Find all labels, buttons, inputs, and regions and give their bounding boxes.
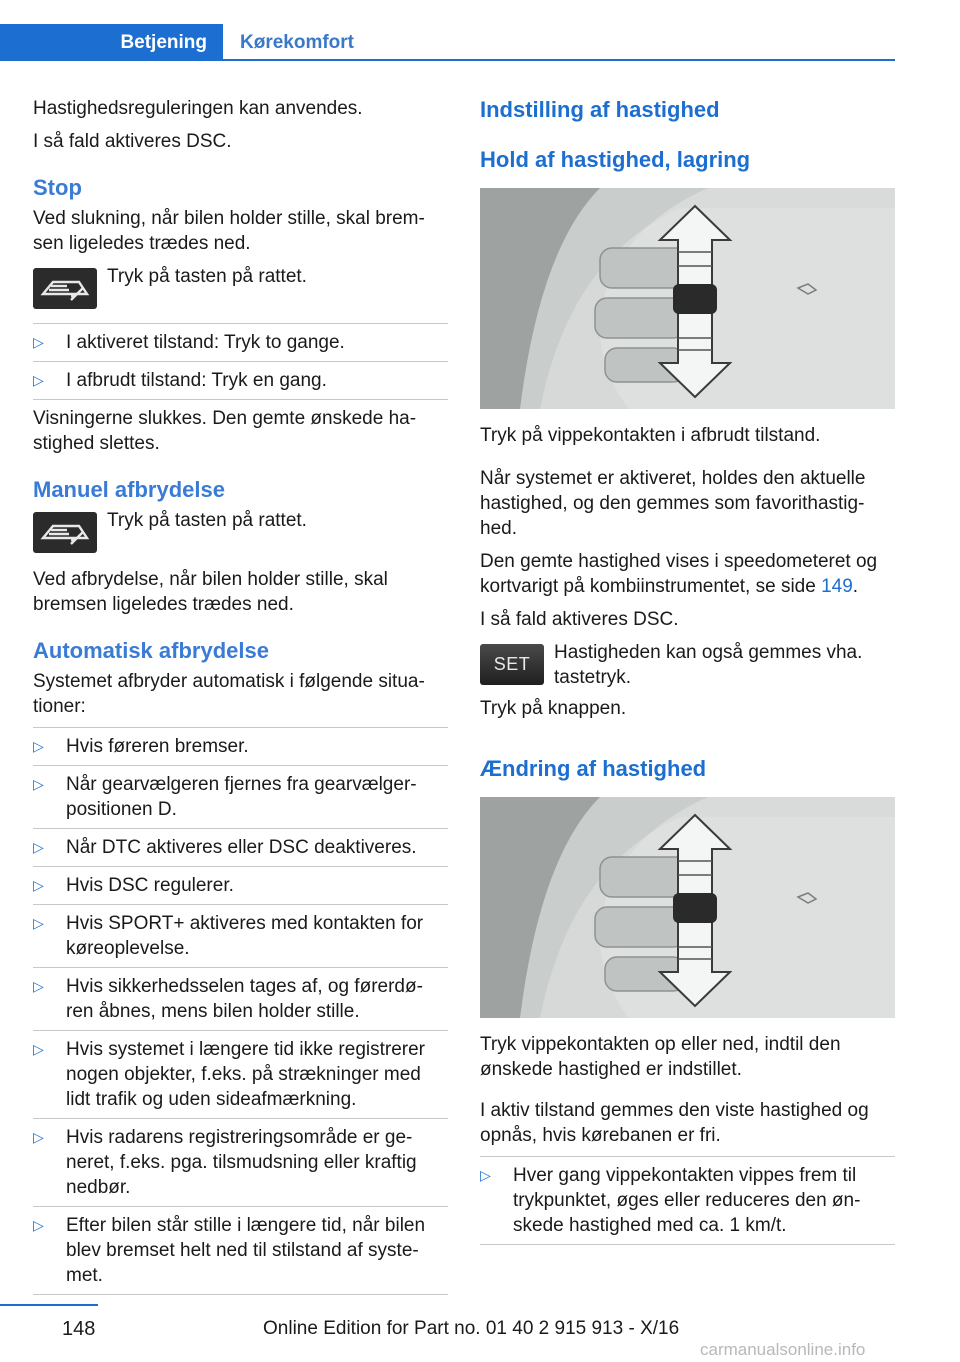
heading-auto: Automatisk afbrydelse [33,638,269,663]
paragraph: Ved afbrydelse, når bilen holder stille, skal bremsen ligeledes trædes ned. [33,569,388,615]
steering-wheel-rocker-image [480,797,895,1018]
list-item: ▷ Når gearvælgeren fjernes fra gearvælger‐positionen D. [33,766,448,829]
heading-aendring: Ændring af hastighed [480,756,707,781]
list-item: ▷ Hvis SPORT+ aktiveres med kontakten for køreoplevelse. [33,905,448,968]
heading-hold: Hold af hastighed, lagring [480,147,751,172]
page-number: 148 [62,1318,96,1340]
triangle-bullet-icon: ▷ [33,372,44,388]
triangle-bullet-icon: ▷ [33,776,44,792]
triangle-bullet-icon: ▷ [33,877,44,893]
paragraph: Den gemte hastighed vises i speedometeret og kortvarigt på kombiinstrumentet, se side 149. [480,551,878,597]
list-item: ▷ Hvis føreren bremser. [33,728,448,766]
heading-indstilling: Indstilling af hastighed [480,97,720,122]
page-link[interactable]: 149 [821,576,853,597]
paragraph: Når systemet er aktiveret, holdes den aktuelle hastighed, og den gemmes som favorithastig‐hed. [480,468,866,539]
heading-manual: Manuel afbrydelse [33,477,225,502]
paragraph: I så fald aktiveres DSC. [480,609,679,630]
list-item: ▷ Hvis sikkerhedsselen tages af, og førerdø‐ren åbnes, mens bilen holder stille. [33,968,448,1031]
paragraph: Systemet afbryder automatisk i følgende situa‐tioner: [33,671,425,717]
triangle-bullet-icon: ▷ [33,1217,44,1233]
icon-caption: Tryk på tasten på rattet. [107,510,307,531]
list-item: ▷ Hvis systemet i længere tid ikke registrerer nogen objekter, f.eks. på strækninger med lidt trafik og uden sideafmærkning. [33,1031,448,1119]
tab-betjening-label: Betjening [120,32,207,53]
paragraph: Ved slukning, når bilen holder stille, skal brem‐sen ligeledes trædes ned. [33,208,425,254]
icon-row [480,640,895,690]
stop-list [33,323,448,400]
left-column [33,96,448,1301]
footer-rule [0,1304,98,1306]
triangle-bullet-icon: ▷ [33,738,44,754]
change-list [480,1156,895,1245]
cruise-control-key-icon [33,512,97,553]
right-column [480,96,895,1251]
icon-row [33,264,448,309]
paragraph: I aktiv tilstand gemmes den viste hastighed og opnås, hvis kørebanen er fri. [480,1100,869,1146]
paragraph: Tryk på vippekontakten i afbrudt tilstand. [480,425,821,446]
set-button-icon: SET [480,644,544,685]
edition-text: Online Edition for Part no. 01 40 2 915 913 - X/16 [263,1318,680,1339]
steering-wheel-rocker-image [480,188,895,409]
paragraph: Tryk på knappen. [480,698,627,719]
list-item: ▷ Efter bilen står stille i længere tid, når bilen blev bremset helt ned til stilstand af syste‐met. [33,1207,448,1295]
list-item: ▷ I aktiveret tilstand: Tryk to gange. [33,324,448,362]
triangle-bullet-icon: ▷ [33,915,44,931]
cruise-control-key-icon [33,268,97,309]
auto-list [33,727,448,1295]
heading-stop: Stop [33,175,82,200]
triangle-bullet-icon: ▷ [480,1167,491,1183]
paragraph: Hastighedsreguleringen kan anvendes. [33,98,363,119]
triangle-bullet-icon: ▷ [33,334,44,350]
list-item: ▷ Hver gang vippekontakten vippes frem til trykpunktet, øges eller reduceres den øn‐skede hastighed med ca. 1 km/t. [480,1157,895,1245]
list-item: ▷ I afbrudt tilstand: Tryk en gang. [33,362,448,400]
header-rule [0,59,895,61]
icon-caption: Tryk på tasten på rattet. [107,266,307,287]
triangle-bullet-icon: ▷ [33,839,44,855]
list-item: ▷ Hvis radarens registreringsområde er ge‐neret, f.eks. pga. tilsmudsning eller kraftig nedbør. [33,1119,448,1207]
paragraph: I så fald aktiveres DSC. [33,131,232,152]
icon-caption: Hastigheden kan også gemmes vha. tastetryk. [554,642,863,688]
list-item: ▷ Hvis DSC regulerer. [33,867,448,905]
header-tabs [0,24,895,62]
triangle-bullet-icon: ▷ [33,978,44,994]
tab-korekomfort[interactable]: Kørekomfort [240,32,355,53]
icon-row [33,508,448,553]
paragraph: Tryk vippekontakten op eller ned, indtil den ønskede hastighed er indstillet. [480,1034,841,1080]
watermark: carmanualsonline.info [700,1340,866,1359]
list-item: ▷ Når DTC aktiveres eller DSC deaktiveres. [33,829,448,867]
paragraph: Visningerne slukkes. Den gemte ønskede ha‐stighed slettes. [33,408,417,454]
triangle-bullet-icon: ▷ [33,1129,44,1145]
triangle-bullet-icon: ▷ [33,1041,44,1057]
tab-betjening[interactable] [0,24,223,61]
